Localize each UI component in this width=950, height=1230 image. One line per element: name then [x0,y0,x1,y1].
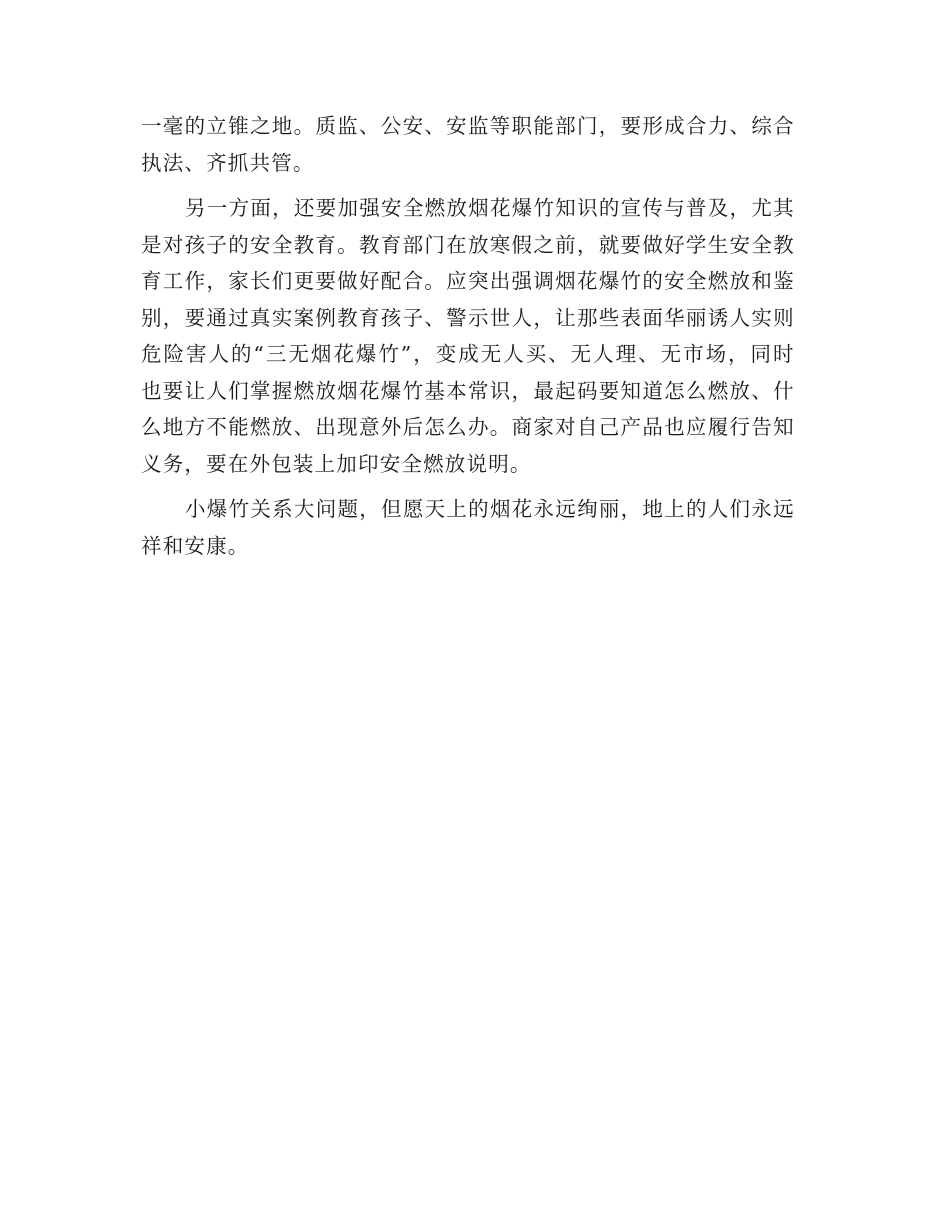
text-line: 是 对 孩 子 的 安 全 教 育 。 教 育 部 门 在 放 寒 假 之 前 ， 就 要 做 好 学 生 安 全 教 [141,232,795,257]
paragraph [141,491,795,564]
text-line: 也 要 让 人 们 掌 握 燃 放 烟 花 爆 竹 基 本 常 识 ， 最 起 码 要 知 道 怎 么 燃 放 、 什 [141,378,795,403]
paragraph [141,108,795,181]
text-line: 别 ， 要 通 过 真 实 案 例 教 育 孩 子 、 警 示 世 人 ， 让 那 些 表 面 华 丽 诱 人 实 则 [141,305,795,330]
text-line: 危 险 害 人 的 “ 三 无 烟 花 爆 竹 ” ， 变 成 无 人 买 、 无 人 理 、 无 市 场 ， 同 时 [141,342,795,366]
text-line: 另 一 方 面 ， 还 要 加 强 安 全 燃 放 烟 花 爆 竹 知 识 的 宣 传 与 普 及 ， 尤 其 [185,196,795,220]
text-line: 育 工 作 ， 家 长 们 更 要 做 好 配 合 。 应 突 出 强 调 烟 花 爆 竹 的 安 全 燃 放 和 鉴 [141,269,795,293]
text-line: 一 毫 的 立 锥 之 地 。 质 监 、 公 安 、 安 监 等 职 能 部 门 ， 要 形 成 合 力 、 综 合 [141,114,795,138]
text-line: 义务，要在外包装上加印安全燃放说明。 [141,451,532,476]
text-line: 么 地 方 不 能 燃 放 、 出 现 意 外 后 怎 么 办 。 商 家 对 自 己 产 品 也 应 履 行 告 知 [141,415,795,439]
document-body [141,108,795,564]
text-line: 祥和安康。 [141,533,250,558]
text-line: 小 爆 竹 关 系 大 问 题 ， 但 愿 天 上 的 烟 花 永 远 绚 丽 ， 地 上 的 人 们 永 远 [185,497,795,521]
paragraph [141,190,795,482]
text-line: 执法、齐抓共管。 [141,150,315,175]
